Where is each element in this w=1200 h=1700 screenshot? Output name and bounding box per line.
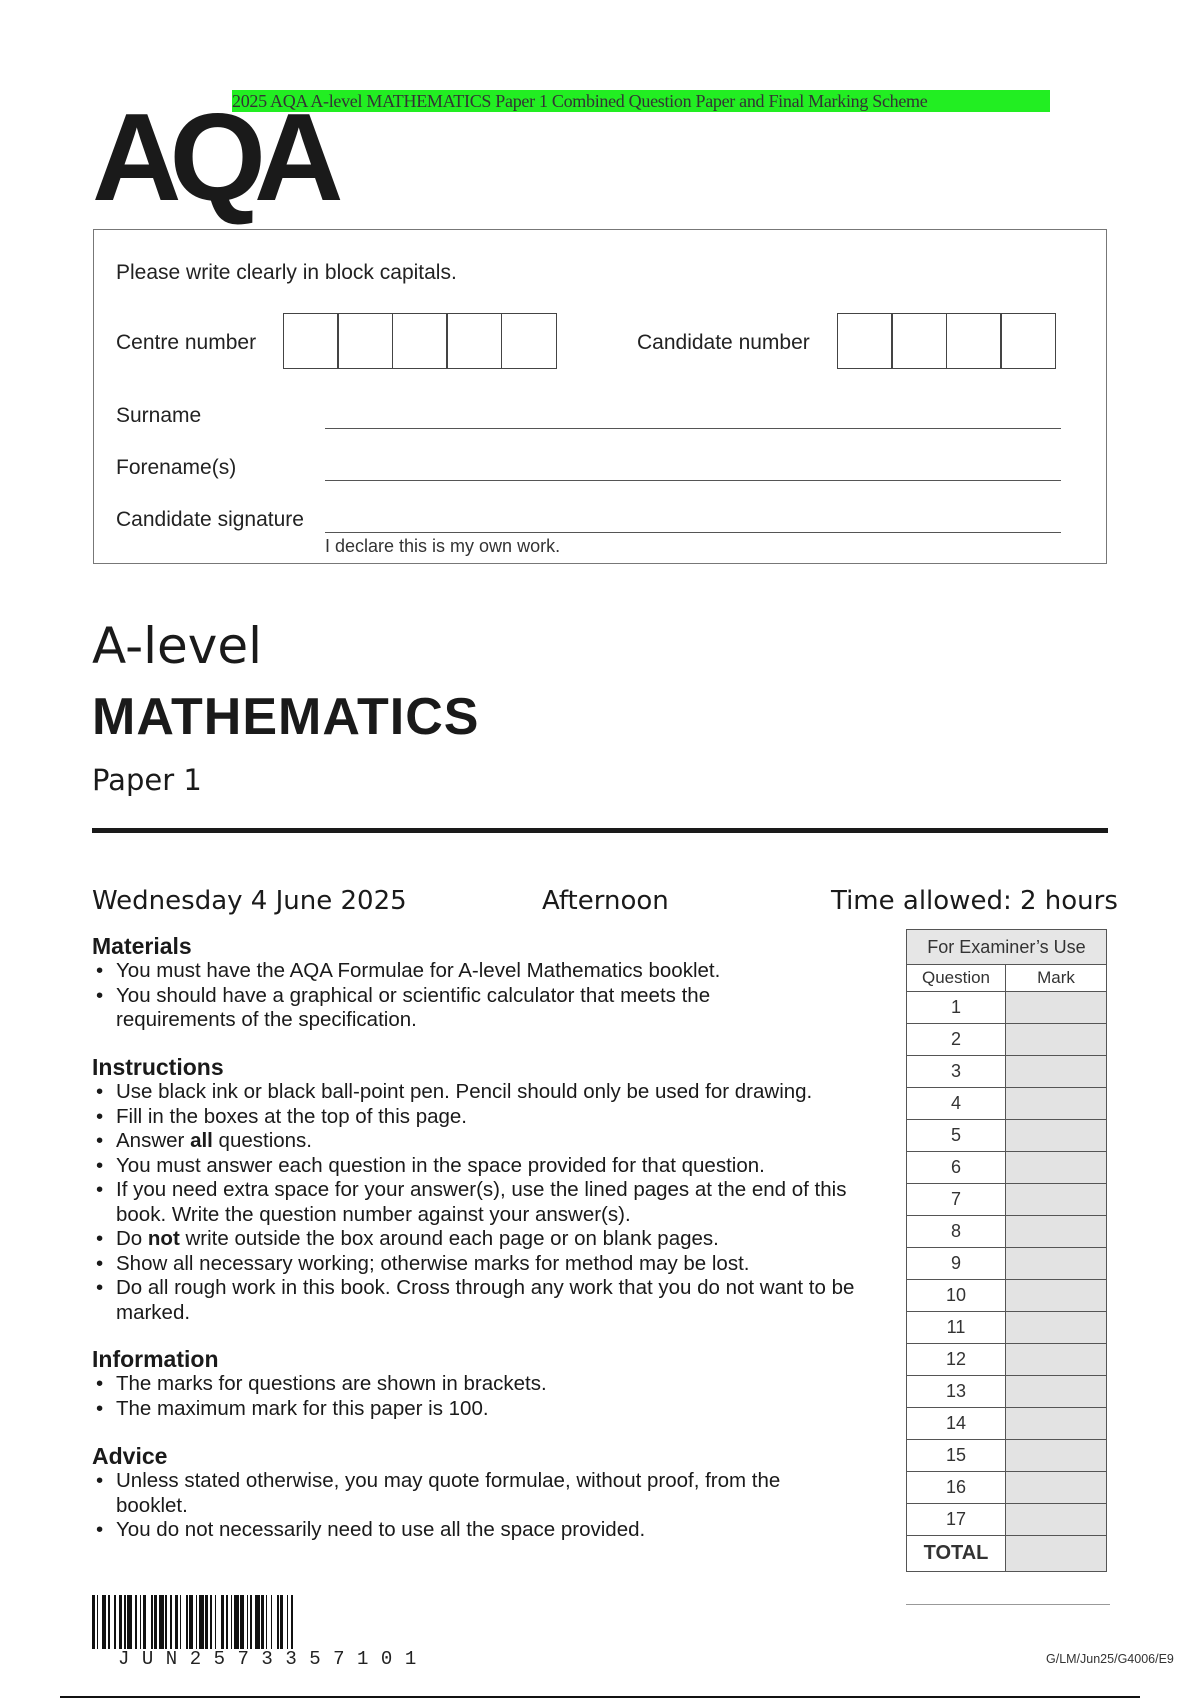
- time-allowed: Time allowed: 2 hours: [831, 886, 1118, 916]
- centre-number-field[interactable]: [284, 313, 557, 369]
- advice-heading: Advice: [92, 1443, 168, 1469]
- forenames-line[interactable]: [325, 480, 1061, 481]
- list-item: • Do not write outside the box around each page or on blank pages.: [92, 1227, 892, 1252]
- table-row: [907, 1024, 1107, 1056]
- mark-cell[interactable]: [1006, 1088, 1107, 1120]
- question-number-cell: 6: [907, 1152, 1006, 1184]
- mark-cell[interactable]: [1006, 1248, 1107, 1280]
- candidate-number-digit-box[interactable]: [946, 313, 1002, 369]
- candidate-number-field[interactable]: [838, 313, 1056, 369]
- page-bottom-rule: [60, 1696, 1140, 1698]
- mark-cell[interactable]: [1006, 1344, 1107, 1376]
- barcode: [92, 1595, 476, 1649]
- barcode-number: JUN2573357101: [118, 1648, 429, 1670]
- question-number-cell: 7: [907, 1184, 1006, 1216]
- forenames-label: Forename(s): [116, 456, 237, 479]
- title-divider: [92, 828, 1108, 833]
- exam-session: Afternoon: [542, 886, 669, 916]
- table-row: [907, 1280, 1107, 1312]
- block-capitals-instruction: Please write clearly in block capitals.: [116, 261, 457, 284]
- list-item: • Show all necessary working; otherwise marks for method may be lost.: [92, 1252, 892, 1277]
- table-row: [907, 1216, 1107, 1248]
- table-row: [907, 992, 1107, 1024]
- advice-section: [92, 1443, 892, 1543]
- materials-heading: Materials: [92, 933, 192, 959]
- table-row: [907, 1408, 1107, 1440]
- table-row: [907, 1152, 1107, 1184]
- candidate-number-digit-box[interactable]: [1000, 313, 1056, 369]
- table-row: [907, 1184, 1107, 1216]
- centre-number-digit-box[interactable]: [283, 313, 339, 369]
- table-row: [907, 1440, 1107, 1472]
- centre-number-digit-box[interactable]: [501, 313, 557, 369]
- mark-cell[interactable]: [1006, 1504, 1107, 1536]
- mark-cell[interactable]: [1006, 1056, 1107, 1088]
- question-number-cell: 14: [907, 1408, 1006, 1440]
- question-number-cell: 2: [907, 1024, 1006, 1056]
- question-number-cell: 11: [907, 1312, 1006, 1344]
- question-number-cell: 15: [907, 1440, 1006, 1472]
- question-number-cell: 12: [907, 1344, 1006, 1376]
- examiners-use-table: [906, 929, 1107, 1572]
- question-number-cell: 8: [907, 1216, 1006, 1248]
- mark-cell[interactable]: [1006, 1120, 1107, 1152]
- question-number-cell: 4: [907, 1088, 1006, 1120]
- instructions-heading: Instructions: [92, 1054, 224, 1080]
- centre-number-digit-box[interactable]: [392, 313, 448, 369]
- list-item: • The maximum mark for this paper is 100.: [92, 1397, 892, 1422]
- list-item: • The marks for questions are shown in brackets.: [92, 1372, 892, 1397]
- table-row: [907, 1504, 1107, 1536]
- mark-cell[interactable]: [1006, 1376, 1107, 1408]
- mark-cell[interactable]: [1006, 1472, 1107, 1504]
- mark-cell[interactable]: [1006, 1184, 1107, 1216]
- table-footer-rule: [906, 1604, 1110, 1605]
- list-item: • Answer all questions.: [92, 1129, 892, 1154]
- list-item: • Use black ink or black ball-point pen. Pencil should only be used for drawing.: [92, 1080, 892, 1105]
- mark-cell[interactable]: [1006, 1312, 1107, 1344]
- list-item: • You must answer each question in the space provided for that question.: [92, 1154, 892, 1179]
- paper-reference-code: G/LM/Jun25/G4006/E9: [1046, 1652, 1174, 1666]
- exam-date: Wednesday 4 June 2025: [92, 886, 407, 916]
- mark-cell[interactable]: [1006, 1216, 1107, 1248]
- document-banner: 2025 AQA A-level MATHEMATICS Paper 1 Combined Question Paper and Final Marking Scheme: [232, 90, 1050, 112]
- mark-column-header: Mark: [1006, 965, 1107, 992]
- list-item: • You do not necessarily need to use all the space provided.: [92, 1518, 892, 1543]
- question-number-cell: 10: [907, 1280, 1006, 1312]
- question-number-cell: 17: [907, 1504, 1006, 1536]
- table-row: [907, 1312, 1107, 1344]
- instructions-section: [92, 1054, 892, 1325]
- table-row: [907, 1376, 1107, 1408]
- list-item: • Do all rough work in this book. Cross through any work that you do not want to be marked.: [92, 1276, 896, 1325]
- centre-number-label: Centre number: [116, 331, 257, 354]
- paper-title: Paper 1: [92, 763, 202, 797]
- candidate-number-digit-box[interactable]: [891, 313, 947, 369]
- table-row: [907, 1088, 1107, 1120]
- aqa-logo: AQA: [92, 89, 332, 227]
- question-number-cell: 13: [907, 1376, 1006, 1408]
- mark-cell[interactable]: [1006, 1152, 1107, 1184]
- question-number-cell: 5: [907, 1120, 1006, 1152]
- information-section: [92, 1346, 892, 1421]
- total-label: TOTAL: [907, 1536, 1006, 1572]
- list-item: • If you need extra space for your answer(s), use the lined pages at the end of this book. Write the question number against your answer(s).: [92, 1178, 896, 1227]
- centre-number-digit-box[interactable]: [446, 313, 502, 369]
- candidate-details-box: [93, 229, 1107, 564]
- materials-section: [92, 933, 892, 1033]
- mark-cell[interactable]: [1006, 992, 1107, 1024]
- surname-line[interactable]: [325, 428, 1061, 429]
- question-number-cell: 1: [907, 992, 1006, 1024]
- mark-cell[interactable]: [1006, 1024, 1107, 1056]
- question-number-cell: 9: [907, 1248, 1006, 1280]
- surname-label: Surname: [116, 404, 202, 427]
- question-number-cell: 3: [907, 1056, 1006, 1088]
- list-item: • Unless stated otherwise, you may quote formulae, without proof, from the booklet.: [92, 1469, 806, 1518]
- mark-cell[interactable]: [1006, 1440, 1107, 1472]
- list-item: • You should have a graphical or scientific calculator that meets the requirements of the specification.: [92, 984, 796, 1033]
- signature-label: Candidate signature: [116, 508, 304, 531]
- mark-cell[interactable]: [1006, 1280, 1107, 1312]
- centre-number-digit-box[interactable]: [337, 313, 393, 369]
- list-item: • You must have the AQA Formulae for A-level Mathematics booklet.: [92, 959, 892, 984]
- table-row: [907, 1248, 1107, 1280]
- candidate-number-digit-box[interactable]: [837, 313, 893, 369]
- signature-line[interactable]: [325, 532, 1061, 533]
- table-row: [907, 1120, 1107, 1152]
- table-row: [907, 1056, 1107, 1088]
- qualification-title: A-level: [92, 617, 263, 675]
- question-column-header: Question: [907, 965, 1006, 992]
- list-item: • Fill in the boxes at the top of this page.: [92, 1105, 892, 1130]
- mark-cell[interactable]: [1006, 1408, 1107, 1440]
- barcode-bar: [293, 1595, 295, 1649]
- question-number-cell: 16: [907, 1472, 1006, 1504]
- candidate-number-label: Candidate number: [637, 331, 810, 354]
- examiners-use-title: For Examiner’s Use: [907, 930, 1107, 965]
- subject-title: MATHEMATICS: [92, 688, 480, 746]
- declaration-text: I declare this is my own work.: [325, 536, 561, 556]
- total-mark-cell[interactable]: [1006, 1536, 1107, 1572]
- table-row: [907, 1472, 1107, 1504]
- information-heading: Information: [92, 1346, 219, 1372]
- table-row: [907, 1344, 1107, 1376]
